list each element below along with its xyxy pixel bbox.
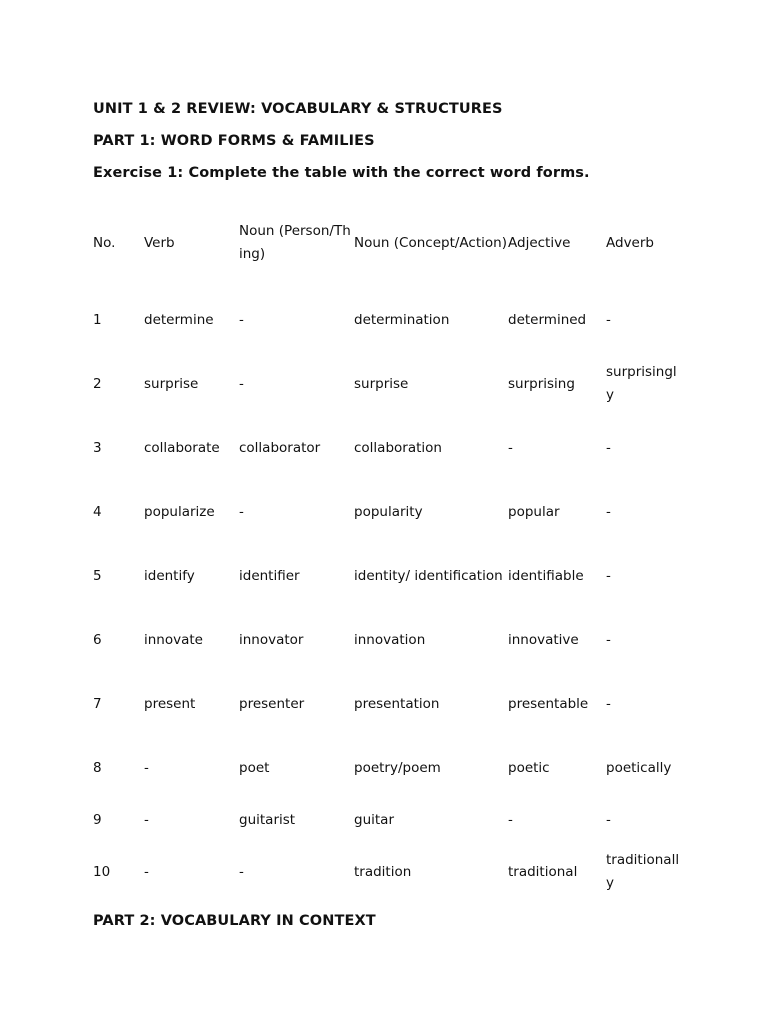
cell-adjective: surprising [508, 375, 575, 392]
cell-no: 4 [93, 503, 102, 520]
header-no: No. [93, 234, 116, 251]
cell-no: 7 [93, 695, 102, 712]
cell-noun-person: - [239, 863, 244, 880]
cell-noun-person: - [239, 375, 244, 392]
cell-verb: - [144, 863, 149, 880]
cell-noun-person: innovator [239, 631, 304, 648]
cell-noun-concept: surprise [354, 375, 409, 392]
cell-no: 2 [93, 375, 102, 392]
header-noun-concept: Noun (Concept/Action) [354, 234, 507, 251]
cell-noun-person: poet [239, 759, 270, 776]
cell-noun-concept: poetry/poem [354, 759, 441, 776]
cell-no: 6 [93, 631, 102, 648]
cell-noun-person: - [239, 311, 244, 328]
table-row [93, 416, 683, 480]
cell-verb: - [144, 759, 149, 776]
exercise1-heading: Exercise 1: Complete the table with the correct word forms. [93, 165, 590, 181]
cell-verb: identify [144, 567, 195, 584]
cell-adverb: poetically [606, 759, 672, 776]
cell-adjective: identifiable [508, 567, 584, 584]
cell-adjective: - [508, 439, 513, 456]
cell-verb: popularize [144, 503, 215, 520]
cell-adjective: poetic [508, 759, 550, 776]
cell-no: 5 [93, 567, 102, 584]
cell-adjective: popular [508, 503, 560, 520]
table-row [93, 288, 683, 352]
cell-adjective: presentable [508, 695, 589, 712]
cell-adverb: - [606, 311, 611, 328]
cell-verb: surprise [144, 375, 199, 392]
header-noun-person: Noun (Person/Thing) [239, 223, 351, 262]
cell-noun-concept: determination [354, 311, 450, 328]
cell-verb: - [144, 811, 149, 828]
cell-adverb: - [606, 439, 611, 456]
cell-adverb: - [606, 811, 611, 828]
cell-adverb: - [606, 567, 611, 584]
part2-heading: PART 2: VOCABULARY IN CONTEXT [93, 913, 376, 929]
cell-no: 3 [93, 439, 102, 456]
table-row [93, 608, 683, 672]
cell-noun-concept: identity/ identification [354, 567, 503, 584]
header-adverb: Adverb [606, 234, 654, 251]
cell-verb: innovate [144, 631, 203, 648]
cell-noun-concept: guitar [354, 811, 394, 828]
cell-verb: determine [144, 311, 214, 328]
document-title: UNIT 1 & 2 REVIEW: VOCABULARY & STRUCTURES [93, 101, 503, 117]
cell-no: 1 [93, 311, 102, 328]
cell-adverb: - [606, 503, 611, 520]
table-row [93, 480, 683, 544]
header-adjective: Adjective [508, 234, 571, 251]
table-row [93, 800, 683, 840]
cell-no: 8 [93, 759, 102, 776]
cell-adverb: - [606, 631, 611, 648]
cell-noun-person: identifier [239, 567, 300, 584]
cell-verb: present [144, 695, 196, 712]
part1-heading: PART 1: WORD FORMS & FAMILIES [93, 133, 375, 149]
cell-adverb: - [606, 695, 611, 712]
cell-noun-concept: collaboration [354, 439, 442, 456]
cell-noun-person: guitarist [239, 811, 296, 828]
table-row [93, 736, 683, 800]
cell-noun-concept: presentation [354, 695, 440, 712]
cell-noun-concept: popularity [354, 503, 423, 520]
cell-noun-concept: innovation [354, 631, 426, 648]
cell-adjective: innovative [508, 631, 579, 648]
cell-noun-person: presenter [239, 695, 305, 712]
cell-noun-person: collaborator [239, 439, 321, 456]
cell-no: 10 [93, 863, 111, 880]
table-row [93, 840, 683, 904]
cell-no: 9 [93, 811, 102, 828]
cell-adjective: - [508, 811, 513, 828]
header-verb: Verb [144, 234, 175, 251]
table-row [93, 672, 683, 736]
cell-adverb: traditionally [606, 852, 680, 891]
table-row [93, 352, 683, 416]
cell-adjective: traditional [508, 863, 578, 880]
cell-noun-person: - [239, 503, 244, 520]
table-header-row [93, 198, 683, 288]
word-forms-table [93, 198, 683, 904]
cell-adjective: determined [508, 311, 587, 328]
cell-adverb: surprisingly [606, 364, 677, 403]
table-row [93, 544, 683, 608]
cell-noun-concept: tradition [354, 863, 412, 880]
cell-verb: collaborate [144, 439, 220, 456]
